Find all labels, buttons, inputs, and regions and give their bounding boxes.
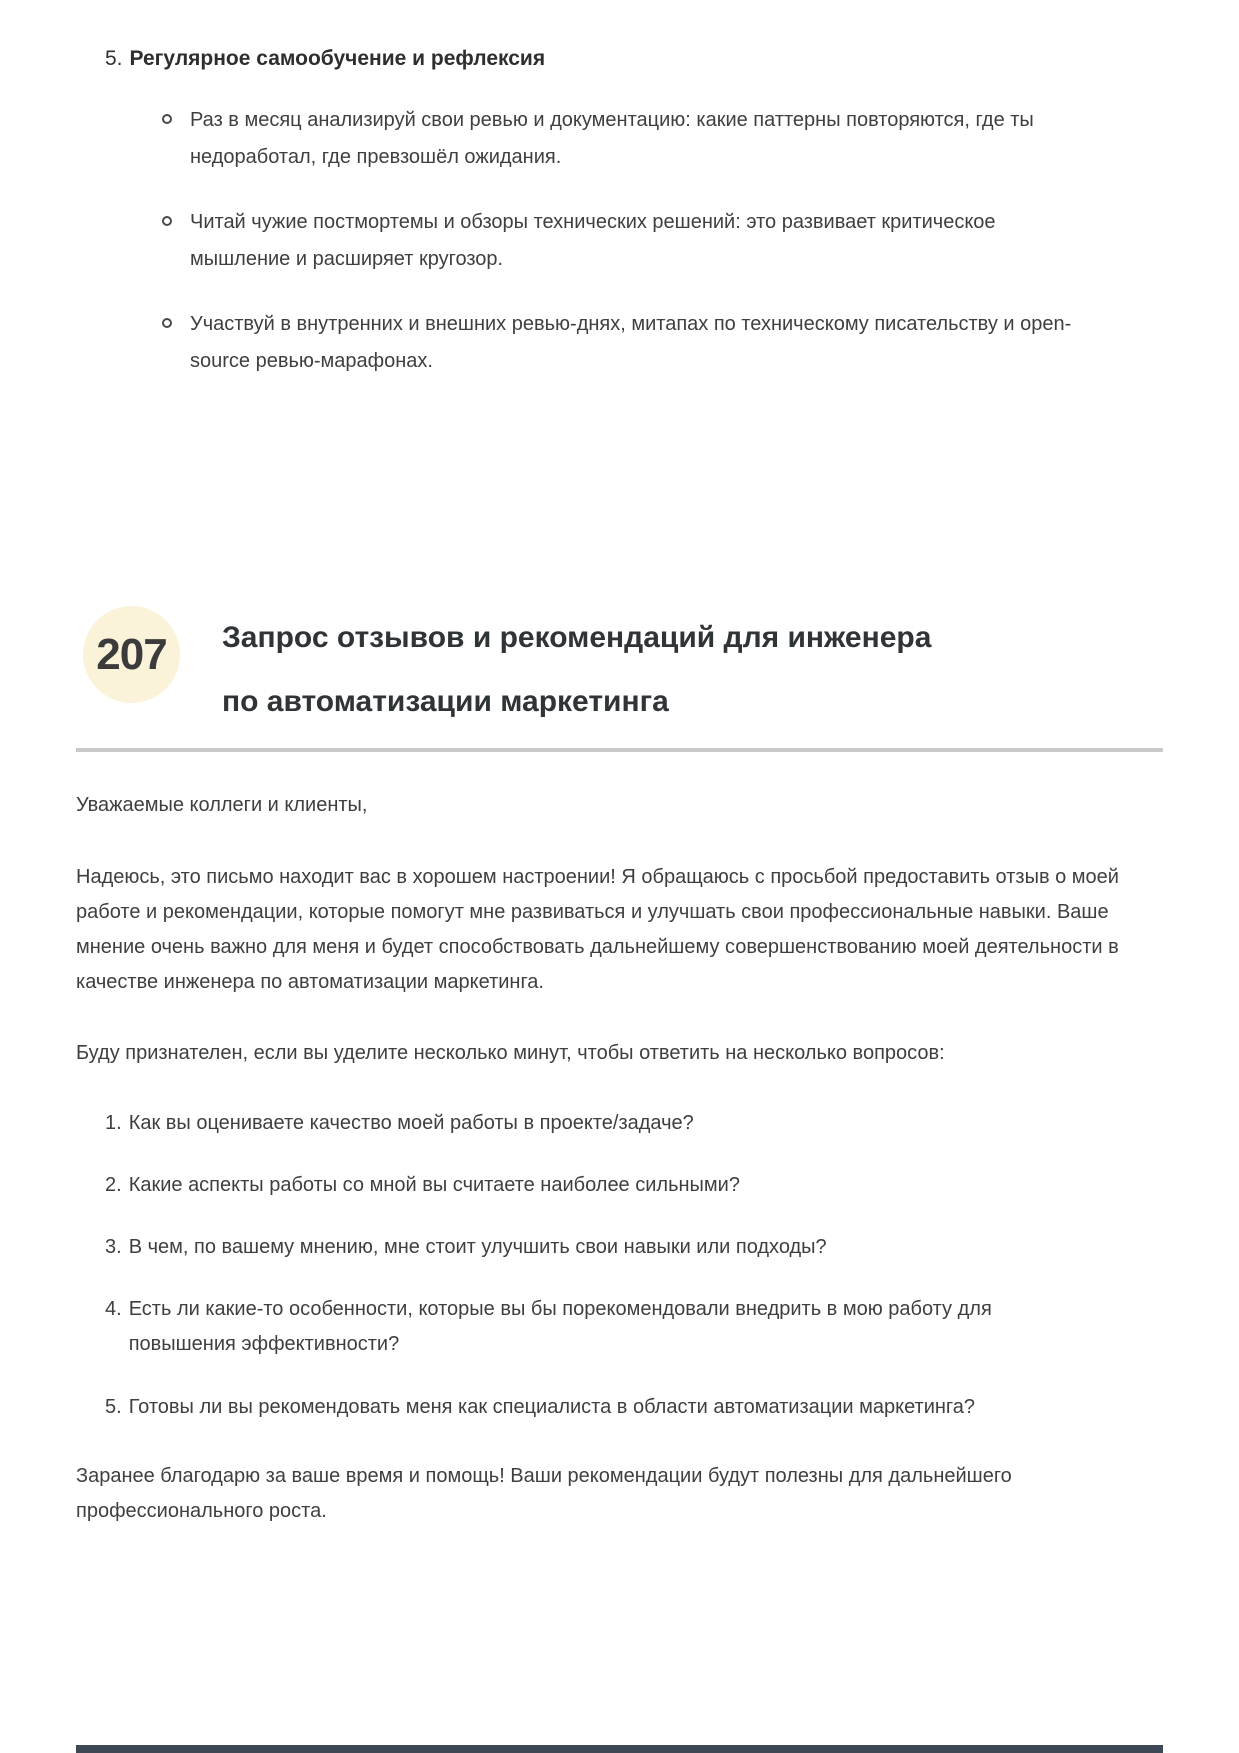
question-number: 4. bbox=[105, 1298, 122, 1321]
bullet-item bbox=[190, 306, 1080, 380]
question-item bbox=[105, 1292, 1163, 1362]
question-text: Какие аспекты работы со мной вы считаете наиболее сильными? bbox=[128, 1173, 740, 1196]
question-text: Как вы оцениваете качество моей работы в проекте/задаче? bbox=[128, 1111, 694, 1134]
question-text: В чем, по вашему мнению, мне стоит улучшить свои навыки или подходы? bbox=[128, 1235, 827, 1258]
letter-closing: Заранее благодарю за ваше время и помощь! Ваши рекомендации будут полезны для дальнейшего профессионального роста. bbox=[76, 1464, 1012, 1522]
letter-paragraph-intro: Надеюсь, это письмо находит вас в хорошем настроении! Я обращаюсь с просьбой предоставить отзыв о моей работе и рекомендации, которые помогут мне развиваться и улучшать свои профессиональные навыки. Ваше мнение очень важно для меня и будет способствовать дальнейшему совершенствованию моей деятельности в качестве инженера по автоматизации маркетинга. bbox=[76, 865, 1119, 994]
question-item bbox=[105, 1390, 1163, 1425]
question-item bbox=[105, 1230, 1163, 1265]
question-number: 3. bbox=[105, 1235, 122, 1258]
bullet-text: Читай чужие постмортемы и обзоры технических решений: это развивает критическое мышление и расширяет кругозор. bbox=[190, 211, 996, 271]
bullet-item bbox=[190, 102, 1080, 176]
bullet-text: Участвуй в внутренних и внешних ревью-днях, митапах по техническому писательству и open-source ревью-марафонах. bbox=[190, 313, 1072, 373]
chapter-title bbox=[222, 606, 931, 734]
chapter-number-badge: 207 bbox=[83, 606, 180, 703]
next-section-edge-bar bbox=[76, 1745, 1163, 1753]
bullet-list bbox=[76, 102, 1163, 380]
question-number: 1. bbox=[105, 1111, 122, 1134]
chapter-header bbox=[76, 606, 1163, 734]
question-list bbox=[76, 1106, 1163, 1425]
question-number: 5. bbox=[105, 1395, 122, 1418]
question-text: Есть ли какие-то особенности, которые вы бы порекомендовали внедрить в мою работу для повышения эффективности? bbox=[128, 1298, 992, 1356]
section-number: 5. bbox=[105, 47, 123, 70]
circle-bullet-icon bbox=[162, 318, 172, 328]
letter-paragraph-request: Буду признателен, если вы уделите несколько минут, чтобы ответить на несколько вопросов: bbox=[76, 1042, 945, 1065]
letter-greeting: Уважаемые коллеги и клиенты, bbox=[76, 794, 368, 817]
circle-bullet-icon bbox=[162, 216, 172, 226]
question-text: Готовы ли вы рекомендовать меня как специалиста в области автоматизации маркетинга? bbox=[128, 1395, 976, 1418]
chapter-title-line-2: по автоматизации маркетинга bbox=[222, 685, 669, 719]
section-list-item bbox=[105, 44, 1163, 74]
bullet-item bbox=[190, 204, 1080, 278]
question-item bbox=[105, 1106, 1163, 1141]
question-number: 2. bbox=[105, 1173, 122, 1196]
section-divider bbox=[76, 748, 1163, 752]
question-item bbox=[105, 1168, 1163, 1203]
bullet-text: Раз в месяц анализируй свои ревью и документацию: какие паттерны повторяются, где ты недоработал, где превзошёл ожидания. bbox=[190, 109, 1034, 169]
chapter-title-line-1: Запрос отзывов и рекомендаций для инженера bbox=[222, 621, 932, 655]
section-heading: Регулярное самообучение и рефлексия bbox=[129, 47, 546, 70]
circle-bullet-icon bbox=[162, 114, 172, 124]
